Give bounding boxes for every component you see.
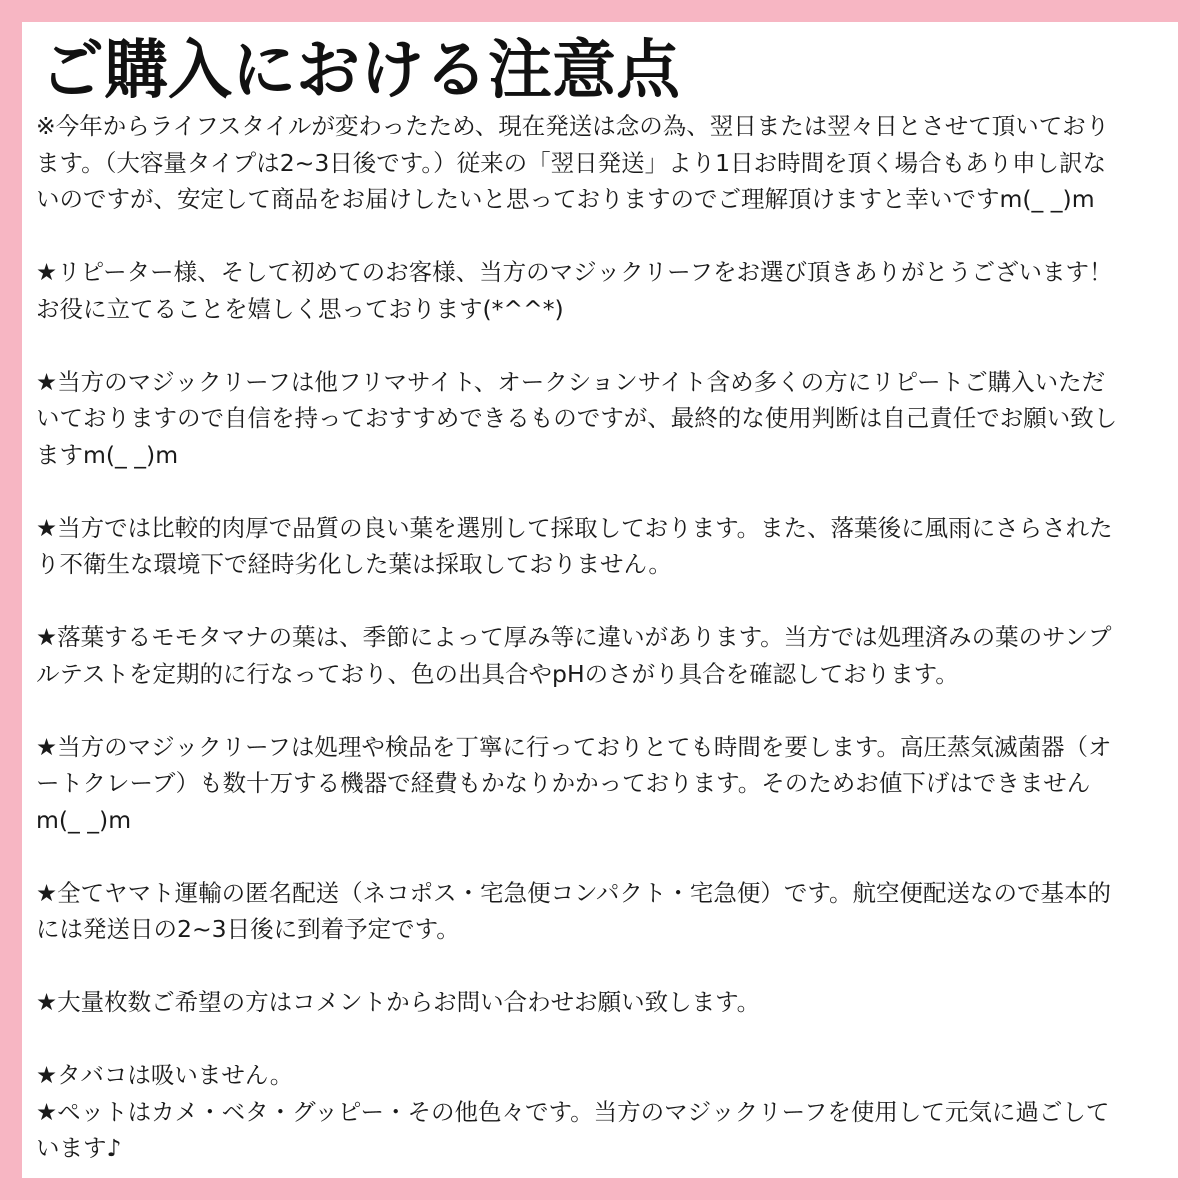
notice-paragraph bbox=[36, 364, 1166, 474]
notice-text-line: ★落葉するモモタマナの葉は、季節によって厚み等に違いがあります。当方では処理済みの葉のサンプ bbox=[36, 623, 1112, 651]
paragraph-spacer bbox=[36, 948, 1166, 985]
notice-paragraph bbox=[36, 729, 1166, 839]
notice-paragraph bbox=[36, 108, 1166, 218]
notice-text-line: ★リピーター様、そして初めてのお客様、当方のマジックリーフをお選び頂きありがとうございます！ bbox=[36, 258, 1113, 286]
notice-text-line: ます。（大容量タイプは2~3日後です。）従来の「翌日発送」より1日お時間を頂く場合もあり申し訳な bbox=[36, 148, 1107, 177]
page-title: ご購入における注意点 bbox=[40, 34, 680, 108]
paragraph-spacer bbox=[36, 583, 1166, 620]
notice-text-line: ルテストを定期的に行なっており、色の出具合やpHのさがり具合を確認しております。 bbox=[36, 659, 959, 688]
notice-text-line: いのですが、安定して商品をお届けしたいと思っておりますのでご理解頂けますと幸いですm(_ _)m bbox=[36, 185, 1095, 213]
notice-paragraph bbox=[36, 1057, 1166, 1167]
notice-paragraph bbox=[36, 984, 1166, 1021]
notice-paragraph bbox=[36, 510, 1166, 583]
notice-text-line: ※今年からライフスタイルが変わったため、現在発送は念の為、翌日または翌々日とさせて頂いており bbox=[36, 112, 1110, 140]
notice-paragraph bbox=[36, 619, 1166, 692]
notice-text-line: ★当方のマジックリーフは他フリマサイト、オークションサイト含め多くの方にリピートご購入いただ bbox=[36, 367, 1106, 396]
notice-paragraph bbox=[36, 875, 1166, 948]
paragraph-spacer bbox=[36, 692, 1166, 729]
notice-text-line: います♪ bbox=[36, 1134, 122, 1162]
notice-text-line: いておりますので自信を持っておすすめできるものですが、最終的な使用判断は自己責任でお願い致し bbox=[36, 404, 1118, 432]
paragraph-spacer bbox=[36, 1021, 1166, 1058]
notice-text-line: お役に立てることを嬉しく思っております(*^^*) bbox=[36, 294, 564, 323]
paragraph-spacer bbox=[36, 327, 1166, 364]
notice-text-line: には発送日の2~3日後に到着予定です。 bbox=[36, 915, 460, 943]
paragraph-spacer bbox=[36, 473, 1166, 510]
paragraph-spacer bbox=[36, 218, 1166, 255]
notice-text-line: m(_ _)m bbox=[36, 805, 132, 834]
notice-text-line: ★当方のマジックリーフは処理や検品を丁寧に行っておりとても時間を要します。高圧蒸気滅菌器（オ bbox=[36, 732, 1112, 761]
notice-text-line: ★当方では比較的肉厚で品質の良い葉を選別して採取しております。また、落葉後に風雨にさらされた bbox=[36, 513, 1113, 542]
notice-text-line: ★タバコは吸いません。 bbox=[36, 1061, 294, 1089]
notice-text-line: り不衛生な環境下で経時劣化した葉は採取しておりません。 bbox=[36, 550, 672, 578]
notice-paragraph bbox=[36, 254, 1166, 327]
paragraph-spacer bbox=[36, 838, 1166, 875]
notice-body bbox=[36, 108, 1166, 1167]
notice-text-line: ★全てヤマト運輸の匿名配送（ネコポス・宅急便コンパクト・宅急便）です。航空便配送なので基本的 bbox=[36, 878, 1112, 907]
notice-text-line: ★大量枚数ご希望の方はコメントからお問い合わせお願い致します。 bbox=[36, 988, 761, 1016]
notice-text-line: ますm(_ _)m bbox=[36, 440, 179, 469]
notice-text-line: ★ペットはカメ・ベタ・グッピー・その他色々です。当方のマジックリーフを使用して元気に過ごして bbox=[36, 1097, 1110, 1126]
notice-text-line: ートクレーブ）も数十万する機器で経費もかなりかかっております。そのためお値下げはできません bbox=[36, 769, 1091, 797]
